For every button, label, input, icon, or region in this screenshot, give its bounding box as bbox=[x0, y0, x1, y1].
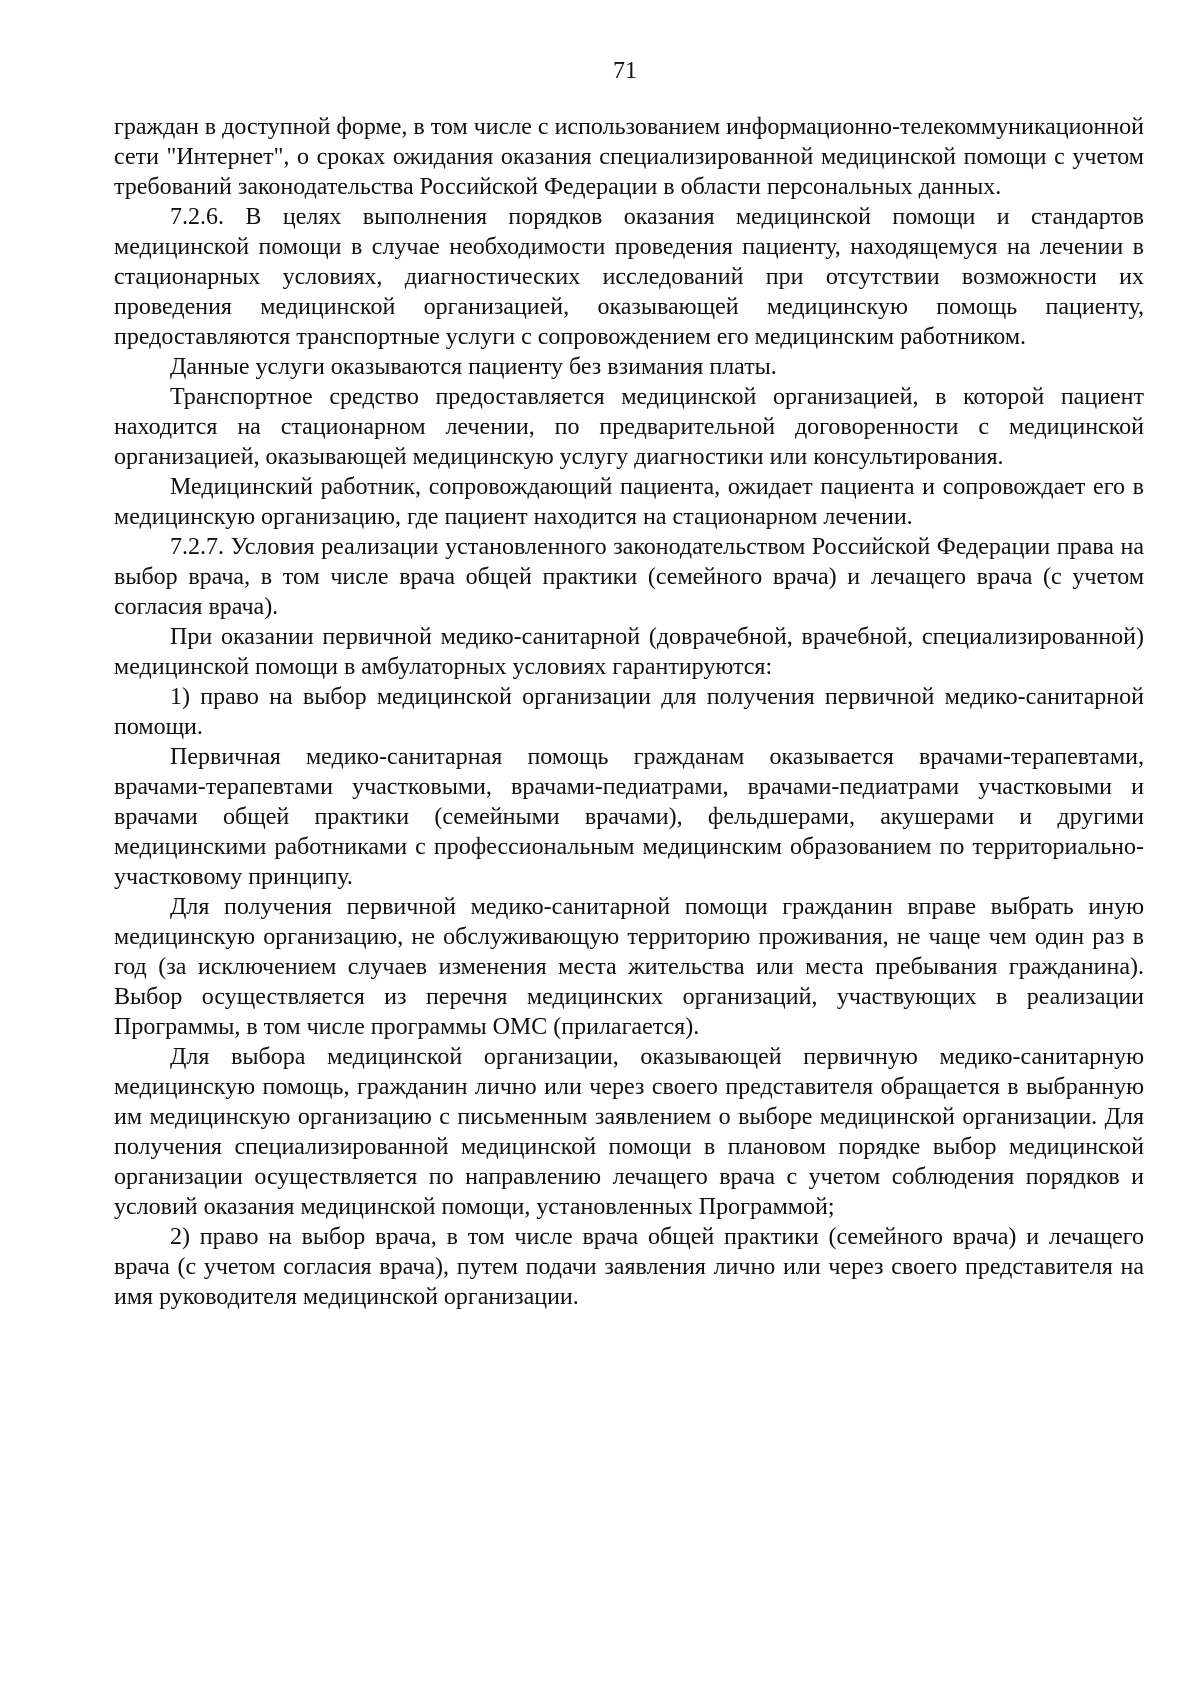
paragraph-primary-care: Первичная медико-санитарная помощь гражданам оказывается врачами-терапевтами, врачами-терапевтами участковыми, врачами-педиатрами, врачами-педиатрами участковыми и врачами общей практики (семейными врачами), фельдшерами, акушерами и другими медицинскими работниками с профессиональным медицинским образованием по территориально-участковому принципу. bbox=[114, 744, 1144, 890]
paragraph-section-7-2-6: 7.2.6. В целях выполнения порядков оказания медицинской помощи и стандартов медицинской помощи в случае необходимости проведения пациенту, находящемуся на лечении в стационарных условиях, диагностических исследований при отсутствии возможности их проведения медицинской организацией, оказывающей медицинскую помощь пациенту, предоставляются транспортные услуги с сопровождением его медицинским работником. bbox=[114, 204, 1144, 350]
paragraph-escort: Медицинский работник, сопровождающий пациента, ожидает пациента и сопровождает его в медицинскую организацию, где пациент находится на стационарном лечении. bbox=[114, 474, 1144, 530]
paragraph-section-7-2-7: 7.2.7. Условия реализации установленного законодательством Российской Федерации права на выбор врача, в том числе врача общей практики (семейного врача) и лечащего врача (с учетом согласия врача). bbox=[114, 534, 1144, 620]
paragraph-application: Для выбора медицинской организации, оказывающей первичную медико-санитарную медицинскую помощь, гражданин лично или через своего представителя обращается в выбранную им медицинскую организацию с письменным заявлением о выборе медицинской организации. Для получения специализированной медицинской помощи в плановом порядке выбор медицинской организации осуществляется по направлению лечащего врача с учетом соблюдения порядков и условий оказания медицинской помощи, установленных Программой; bbox=[114, 1044, 1144, 1220]
paragraph-free-of-charge: Данные услуги оказываются пациенту без взимания платы. bbox=[170, 354, 777, 380]
page-number: 71 bbox=[613, 58, 637, 84]
paragraph-transport: Транспортное средство предоставляется медицинской организацией, в которой пациент находится на стационарном лечении, по предварительной договоренности с медицинской организацией, оказывающей медицинскую услугу диагностики или консультирования. bbox=[114, 384, 1144, 470]
paragraph-continuation: граждан в доступной форме, в том числе с использованием информационно-телекоммуникационной сети "Интернет", о сроках ожидания оказания специализированной медицинской помощи с учетом требований законодательства Российской Федерации в области персональных данных. bbox=[114, 114, 1144, 200]
paragraph-guarantees: При оказании первичной медико-санитарной (доврачебной, врачебной, специализированной) медицинской помощи в амбулаторных условиях гарантируются: bbox=[114, 624, 1144, 680]
paragraph-choose-organization: Для получения первичной медико-санитарной помощи гражданин вправе выбрать иную медицинскую организацию, не обслуживающую территорию проживания, не чаще чем один раз в год (за исключением случаев изменения места жительства или места пребывания гражданина). Выбор осуществляется из перечня медицинских организаций, участвующих в реализации Программы, в том числе программы ОМС (прилагается). bbox=[114, 894, 1144, 1040]
document-body bbox=[114, 112, 1144, 1312]
paragraph-right-1: 1) право на выбор медицинской организации для получения первичной медико-санитарной помощи. bbox=[114, 684, 1144, 740]
paragraph-right-2: 2) право на выбор врача, в том числе врача общей практики (семейного врача) и лечащего врача (с учетом согласия врача), путем подачи заявления лично или через своего представителя на имя руководителя медицинской организации. bbox=[114, 1224, 1144, 1310]
